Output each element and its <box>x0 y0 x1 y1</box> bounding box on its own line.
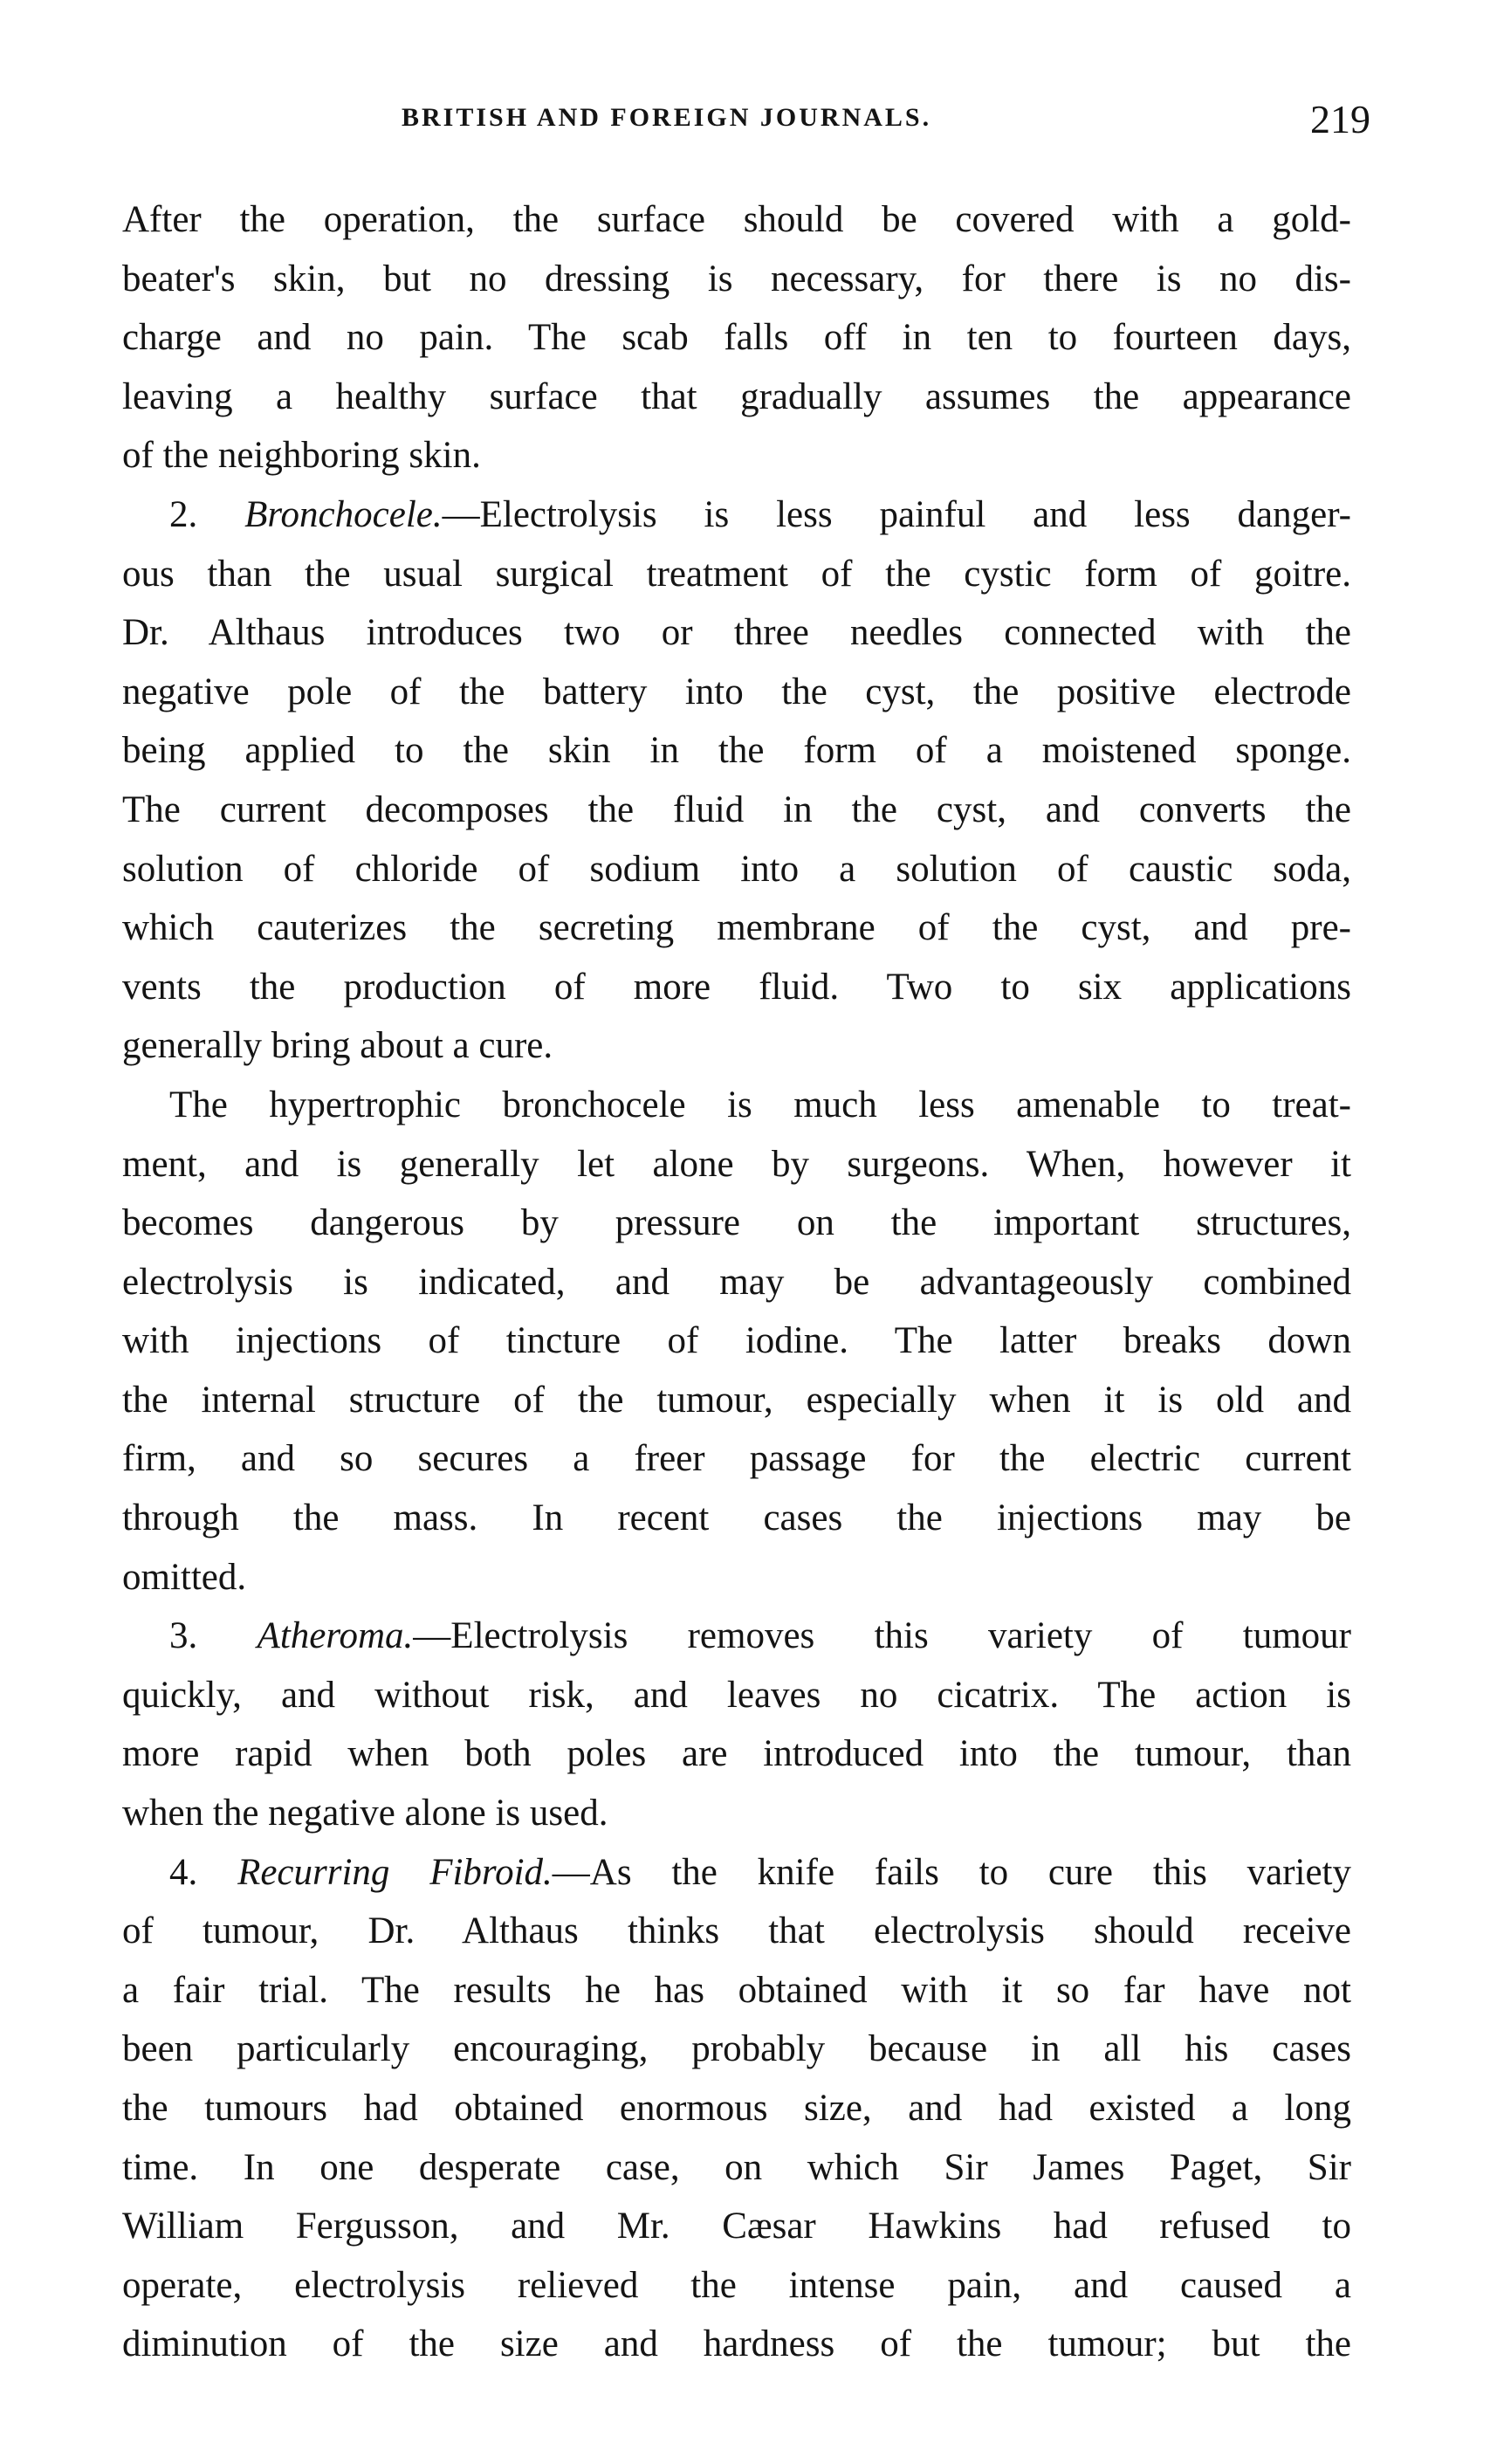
text-line: quickly, and without risk, and leaves no cicatrix. The action is <box>122 1674 1351 1716</box>
text-line: After the operation, the surface should be covered with a gold- <box>122 199 1351 240</box>
text-line: William Fergusson, and Mr. Cæsar Hawkins had refused to <box>122 2206 1351 2247</box>
section-lead-text: —Electrolysis is less painful and less danger- <box>442 493 1351 535</box>
section-number: 2. <box>169 493 198 535</box>
section-bronchocele-line <box>122 485 1351 545</box>
text-line: being applied to the skin in the form of a moistened sponge. <box>122 730 1351 772</box>
text-line: negative pole of the battery into the cyst, the positive electrode <box>122 671 1351 712</box>
text-line: solution of chloride of sodium into a solution of caustic soda, <box>122 848 1351 890</box>
text-line: charge and no pain. The scab falls off in ten to fourteen days, <box>122 317 1351 359</box>
text-line: diminution of the size and hardness of the tumour; but the <box>122 2323 1351 2365</box>
text-line: a fair trial. The results he has obtained with it so far have not <box>122 1969 1351 2011</box>
section-heading-bronchocele: Bronchocele. <box>244 493 443 535</box>
text-line: electrolysis is indicated, and may be advantageously combined <box>122 1261 1351 1303</box>
text-line: the tumours had obtained enormous size, and had existed a long <box>122 2088 1351 2129</box>
text-line: firm, and so secures a freer passage for the electric current <box>122 1438 1351 1480</box>
text-line: vents the production of more fluid. Two to six applications <box>122 966 1351 1008</box>
text-line: time. In one desperate case, on which Sir James Paget, Sir <box>122 2146 1351 2188</box>
text-line: of tumour, Dr. Althaus thinks that electrolysis should receive <box>122 1910 1351 1952</box>
text-line: Dr. Althaus introduces two or three needles connected with the <box>122 612 1351 654</box>
section-number: 3. <box>169 1615 198 1657</box>
text-line: with injections of tincture of iodine. The latter breaks down <box>122 1320 1351 1362</box>
running-title: BRITISH AND FOREIGN JOURNALS. <box>402 103 932 132</box>
text-line: The hypertrophic bronchocele is much less amenable to treat- <box>169 1084 1351 1125</box>
text-line: The current decomposes the fluid in the cyst, and converts the <box>122 788 1351 830</box>
text-line: omitted. <box>122 1556 247 1598</box>
running-head <box>122 97 1370 155</box>
text-line: which cauterizes the secreting membrane of the cyst, and pre- <box>122 907 1351 949</box>
section-lead-text: —Electrolysis removes this variety of tumour <box>413 1615 1351 1657</box>
page-number: 219 <box>1310 97 1370 141</box>
section-heading-fibroid: Recurring Fibroid. <box>237 1851 553 1893</box>
text-line: of the neighboring skin. <box>122 435 481 477</box>
section-number: 4. <box>169 1851 198 1893</box>
text-line: through the mass. In recent cases the injections may be <box>122 1497 1351 1539</box>
text-line: ment, and is generally let alone by surgeons. When, however it <box>122 1143 1351 1185</box>
text-line: leaving a healthy surface that gradually assumes the appearance <box>122 375 1351 417</box>
section-fibroid-line <box>122 1843 1351 1903</box>
text-line: generally bring about a cure. <box>122 1025 553 1067</box>
text-line: more rapid when both poles are introduced into the tumour, than <box>122 1733 1351 1775</box>
text-line: ous than the usual surgical treatment of the cystic form of goitre. <box>122 553 1351 595</box>
text-line: operate, electrolysis relieved the intense pain, and caused a <box>122 2264 1351 2306</box>
text-line: beater's skin, but no dressing is necessary, for there is no dis- <box>122 258 1351 299</box>
section-heading-atheroma: Atheroma. <box>257 1615 414 1657</box>
text-line: becomes dangerous by pressure on the important structures, <box>122 1202 1351 1244</box>
text-line: when the negative alone is used. <box>122 1793 608 1834</box>
section-lead-text: —As the knife fails to cure this variety <box>552 1851 1351 1893</box>
text-line: the internal structure of the tumour, especially when it is old and <box>122 1379 1351 1421</box>
body-text <box>122 190 1351 2374</box>
text-line: been particularly encouraging, probably because in all his cases <box>122 2028 1351 2070</box>
section-atheroma-line <box>122 1607 1351 1666</box>
